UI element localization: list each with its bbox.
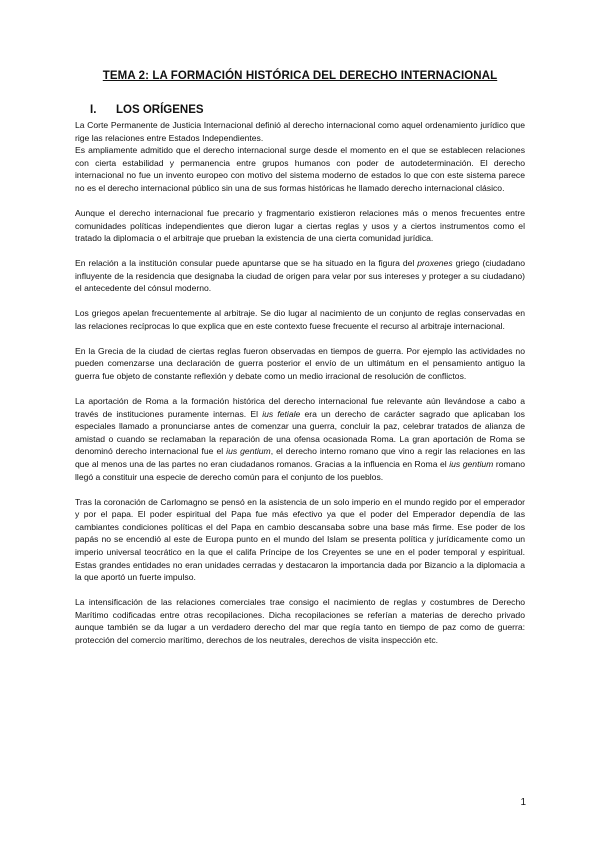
- paragraph-6: En la Grecia de la ciudad de ciertas reglas fueron observadas en tiempos de guerra. Por ejemplo las actividades no pueden comenzarse una declaración de guerra posterior el envío de un ultimátum en el pensamiento antiguo la guerra fue objeto de constante reflexión y debate como un medio irracional de resolución de conflictos.: [75, 345, 525, 382]
- paragraph-7: La aportación de Roma a la formación histórica del derecho internacional fue relevante aún llevándose a cabo a través de instituciones puramente internas. El ius fetiale era un derecho de carácter sagrado que aplicaban los especiales llamado a pronunciarse antes de comenzar una guerra, concluir la paz, celebrar tratados de alianza de amistad o cuando se reclamaban la reparación de una ofensa ocasionada Roma. La gran aportación de Roma se denominó derecho internacional fue el ius gentium, el derecho interno romano que vino a regir las relaciones en las que al menos una de las partes no eran ciudadanos romanos. Gracias a la influencia en Roma el ius gentium romano llegó a constituir una especie de derecho común para el conjunto de los pueblos.: [75, 396, 525, 482]
- section-number: I.: [90, 104, 97, 116]
- document-body: [75, 119, 525, 659]
- section-title: LOS ORÍGENES: [116, 104, 204, 116]
- term-ius-gentium: ius gentium: [226, 446, 271, 457]
- paragraph-4: En relación a la institución consular puede apuntarse que se ha situado en la figura del proxenes griego (ciudadano influyente de la residencia que designaba la ciudad de origen para velar por sus intereses y proteger a su ciudadano) el antecedente del cónsul moderno.: [75, 258, 525, 294]
- paragraph-3: Aunque el derecho internacional fue precario y fragmentario existieron relaciones más o menos frecuentes entre comunidades políticas independientes que dieron lugar a ciertas reglas y usos y a ciertos instrumentos como el tratado la diplomacia o el arbitraje que prueban la existencia de una cierta comunidad jurídica.: [75, 207, 525, 244]
- paragraph-1: La Corte Permanente de Justicia Internacional definió al derecho internacional como aquel ordenamiento jurídico que rige las relaciones entre Estados Independientes.: [75, 120, 525, 143]
- paragraph-8: Tras la coronación de Carlomagno se pensó en la asistencia de un solo imperio en el mundo regido por el emperador y por el papa. El poder espiritual del Papa fue más efectivo ya que el poder del Emperador dependía de las cambiantes condiciones políticas el del Papa en cambio descansaba sobre una base más firme. Ese poder de los papás no se encendió al este de Europa punto en el mundo del Islam se presenta política y jurídicamente como un imperio universal teocrático en la que el califa Príncipe de los Creyentes se une en el poder temporal y espiritual. Estas grandes entidades no eran unidades cerradas y destacaron la importancia dada por Bizancio a la diplomacia a la que aportó un fuerte impulso.: [75, 496, 525, 583]
- term-ius-gentium-2: ius gentium: [449, 459, 494, 470]
- document-title: TEMA 2: LA FORMACIÓN HISTÓRICA DEL DERECHO INTERNACIONAL: [102, 70, 498, 82]
- section-heading: [90, 104, 204, 116]
- term-proxenes: proxenes: [417, 258, 453, 269]
- paragraph-2: Es ampliamente admitido que el derecho internacional surge desde el momento en el que se establecen relaciones con cierta estabilidad y permanencia entre grupos humanos con poder de autodeterminación. El derecho internacional no fue un invento europeo con motivo del sistema moderno de estados lo que con este sistema parece no es el derecho internacional público sin una de sus formas históricas he llamado derecho internacional clásico.: [75, 145, 525, 193]
- term-ius-fetiale: ius fetiale: [262, 408, 301, 419]
- paragraph-9: La intensificación de las relaciones comerciales trae consigo el nacimiento de reglas y costumbres de Derecho Marítimo codificadas entre otras recopilaciones. Dicha recopilaciones se referían a materias de derecho privado aunque también se da lugar a un verdadero derecho del mar que regía tanto en tiempo de paz como de guerra: protección del comercio marítimo, derechos de los neutrales, derechos de visita inspección etc.: [75, 597, 525, 645]
- paragraph-5: Los griegos apelan frecuentemente al arbitraje. Se dio lugar al nacimiento de un conjunto de reglas conservadas en las relaciones recíprocas lo que explica que en este contexto fuese frecuente el recurso al arbitraje internacional.: [75, 308, 525, 331]
- page-number: 1: [520, 797, 526, 808]
